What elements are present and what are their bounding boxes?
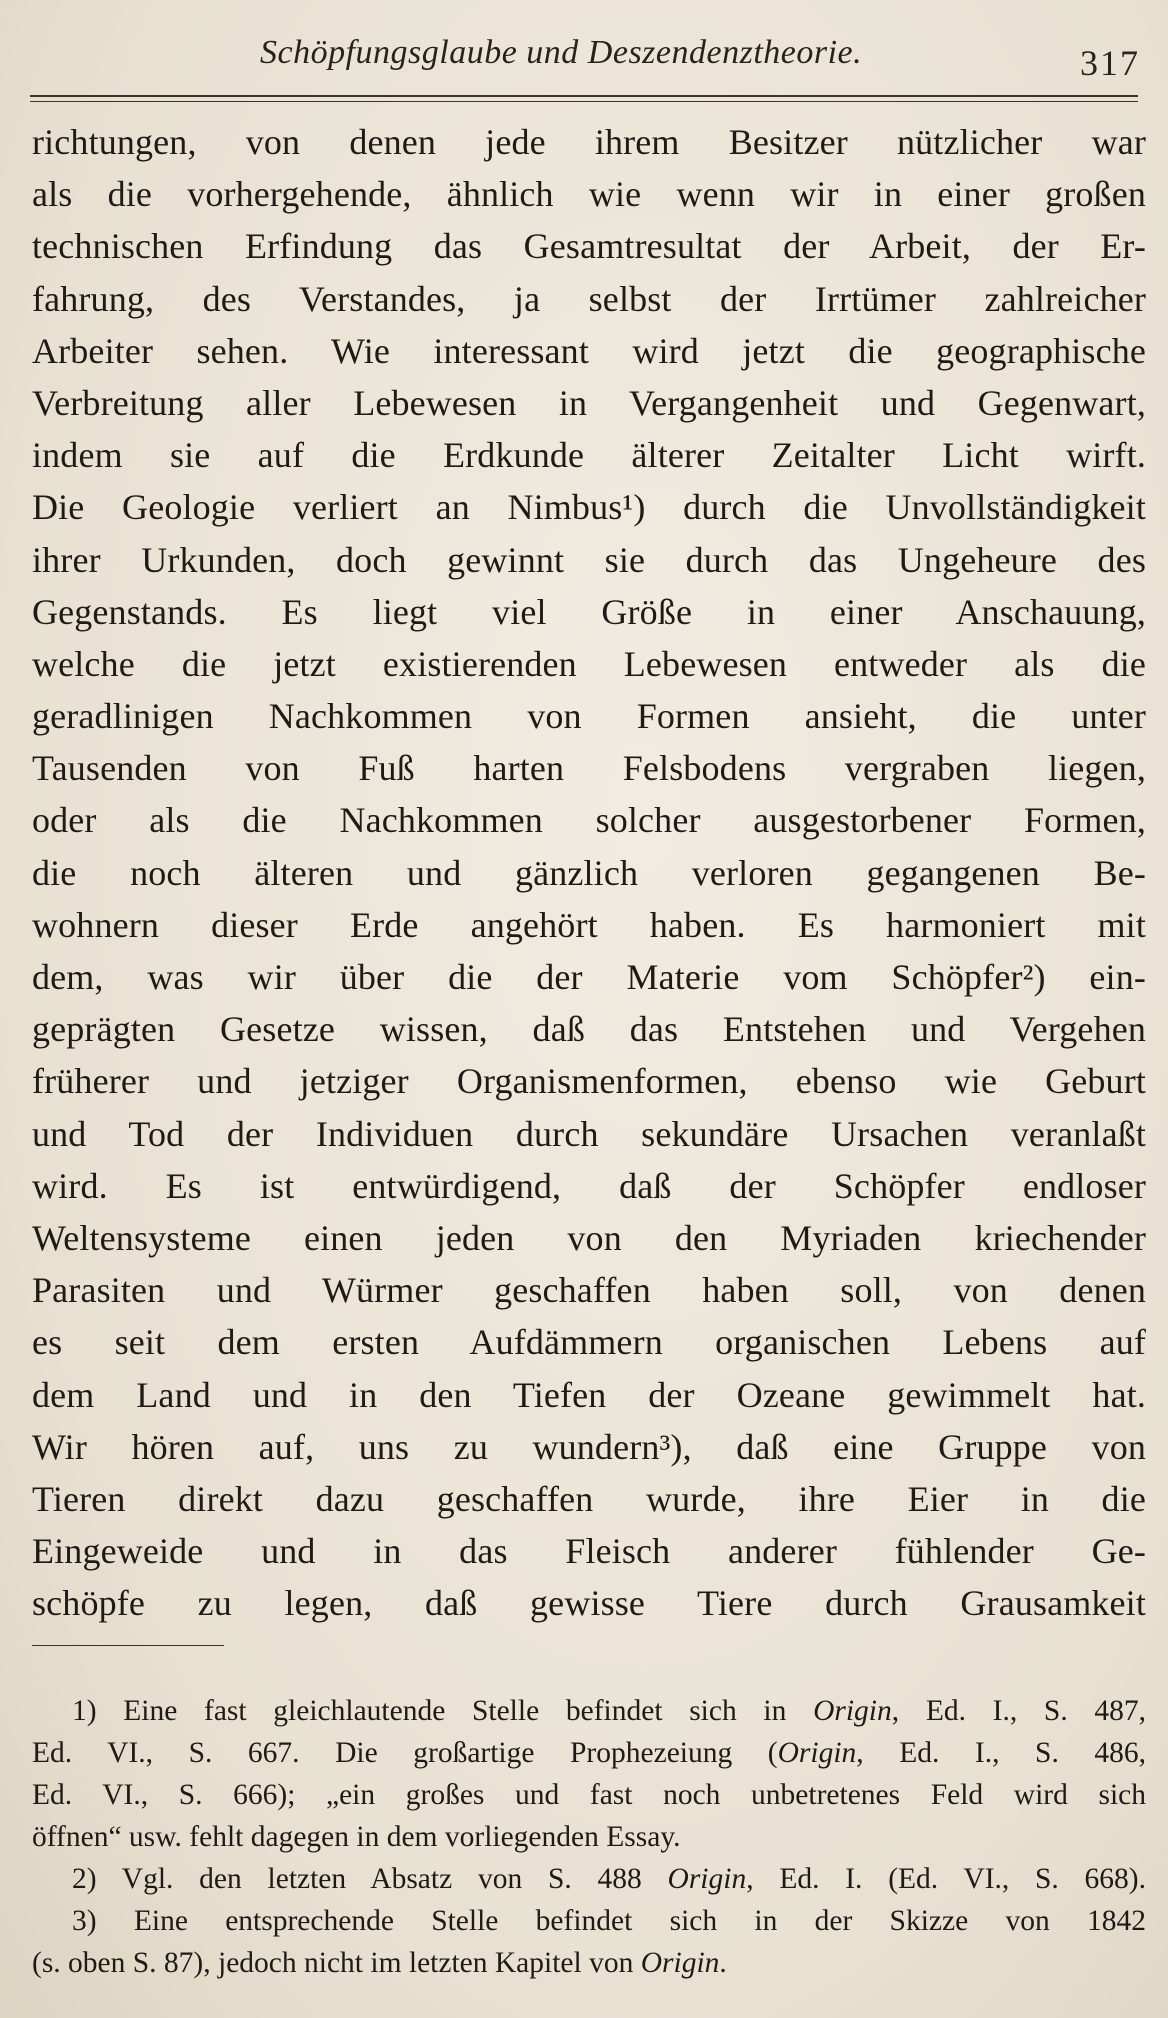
header-rule-top bbox=[30, 95, 1138, 97]
body-line: es seit dem ersten Aufdämmern organischen Lebens auf bbox=[32, 1322, 1146, 1363]
body-text bbox=[32, 116, 1146, 1629]
page-header bbox=[30, 28, 1144, 88]
page-number: 317 bbox=[1080, 43, 1140, 83]
footnote-line: Ed. VI., S. 667. Die großartige Prophezeiung (Origin, Ed. I., S. 486, bbox=[32, 1737, 1146, 1769]
header-rule-bottom bbox=[30, 101, 1138, 102]
body-line: Wir hören auf, uns zu wundern³), daß eine Gruppe von bbox=[32, 1426, 1146, 1467]
footnote-separator bbox=[32, 1645, 224, 1646]
body-line: ihrer Urkunden, doch gewinnt sie durch das Ungeheure des bbox=[32, 539, 1146, 580]
body-line: die noch älteren und gänzlich verloren gegangenen Be- bbox=[32, 852, 1146, 893]
body-line: fahrung, des Verstandes, ja selbst der Irrtümer zahlreicher bbox=[32, 278, 1146, 319]
body-line: früherer und jetziger Organismenformen, ebenso wie Geburt bbox=[32, 1061, 1146, 1102]
body-line: Tausenden von Fuß harten Felsbodens vergraben liegen, bbox=[32, 748, 1146, 789]
footnote-line: 3) Eine entsprechende Stelle befindet sich in der Skizze von 1842 bbox=[72, 1905, 1146, 1937]
body-line: Weltensysteme einen jeden von den Myriaden kriechender bbox=[32, 1217, 1146, 1258]
body-line: Tieren direkt dazu geschaffen wurde, ihre Eier in die bbox=[32, 1478, 1146, 1519]
body-line: schöpfe zu legen, daß gewisse Tiere durch Grausamkeit bbox=[32, 1583, 1146, 1624]
running-title: Schöpfungsglaube und Deszendenztheorie. bbox=[260, 34, 863, 71]
body-line: dem, was wir über die der Materie vom Schöpfer²) ein- bbox=[32, 957, 1146, 997]
footnote-line: öffnen“ usw. fehlt dagegen in dem vorliegenden Essay. bbox=[32, 1821, 681, 1853]
body-line: und Tod der Individuen durch sekundäre Ursachen veranlaßt bbox=[32, 1113, 1146, 1154]
body-line: Die Geologie verliert an Nimbus¹) durch die Unvollständigkeit bbox=[32, 487, 1146, 528]
body-line: richtungen, von denen jede ihrem Besitzer nützlicher war bbox=[32, 122, 1146, 162]
body-line: wohnern dieser Erde angehört haben. Es harmoniert mit bbox=[32, 904, 1146, 945]
body-line: Verbreitung aller Lebewesen in Vergangenheit und Gegenwart, bbox=[32, 382, 1146, 423]
body-line: dem Land und in den Tiefen der Ozeane gewimmelt hat. bbox=[32, 1374, 1146, 1415]
body-line: Eingeweide und in das Fleisch anderer fühlender Ge- bbox=[32, 1531, 1146, 1572]
body-line: Gegenstands. Es liegt viel Größe in einer Anschauung, bbox=[32, 591, 1146, 632]
body-line: wird. Es ist entwürdigend, daß der Schöpfer endloser bbox=[32, 1165, 1146, 1206]
body-line: technischen Erfindung das Gesamtresultat der Arbeit, der Er- bbox=[32, 226, 1146, 267]
footnote-line: 1) Eine fast gleichlautende Stelle befindet sich in Origin, Ed. I., S. 487, bbox=[72, 1695, 1146, 1727]
body-line: welche die jetzt existierenden Lebewesen entweder als die bbox=[32, 643, 1146, 684]
footnote-line: Ed. VI., S. 666); „ein großes und fast noch unbetretenes Feld wird sich bbox=[32, 1779, 1146, 1811]
body-line: oder als die Nachkommen solcher ausgestorbener Formen, bbox=[32, 800, 1146, 841]
footnote-line: (s. oben S. 87), jedoch nicht im letzten Kapitel von Origin. bbox=[32, 1947, 727, 1979]
body-line: geprägten Gesetze wissen, daß das Entstehen und Vergehen bbox=[32, 1009, 1146, 1050]
body-line: Parasiten und Würmer geschaffen haben soll, von denen bbox=[32, 1270, 1146, 1311]
footnote-line: 2) Vgl. den letzten Absatz von S. 488 Origin, Ed. I. (Ed. VI., S. 668). bbox=[72, 1863, 1146, 1895]
body-line: geradlinigen Nachkommen von Formen ansieht, die unter bbox=[32, 696, 1146, 737]
body-line: als die vorhergehende, ähnlich wie wenn wir in einer großen bbox=[32, 174, 1146, 215]
body-line: indem sie auf die Erdkunde älterer Zeitalter Licht wirft. bbox=[32, 435, 1146, 476]
body-line: Arbeiter sehen. Wie interessant wird jetzt die geographische bbox=[32, 330, 1146, 371]
footnotes bbox=[32, 1690, 1146, 1984]
